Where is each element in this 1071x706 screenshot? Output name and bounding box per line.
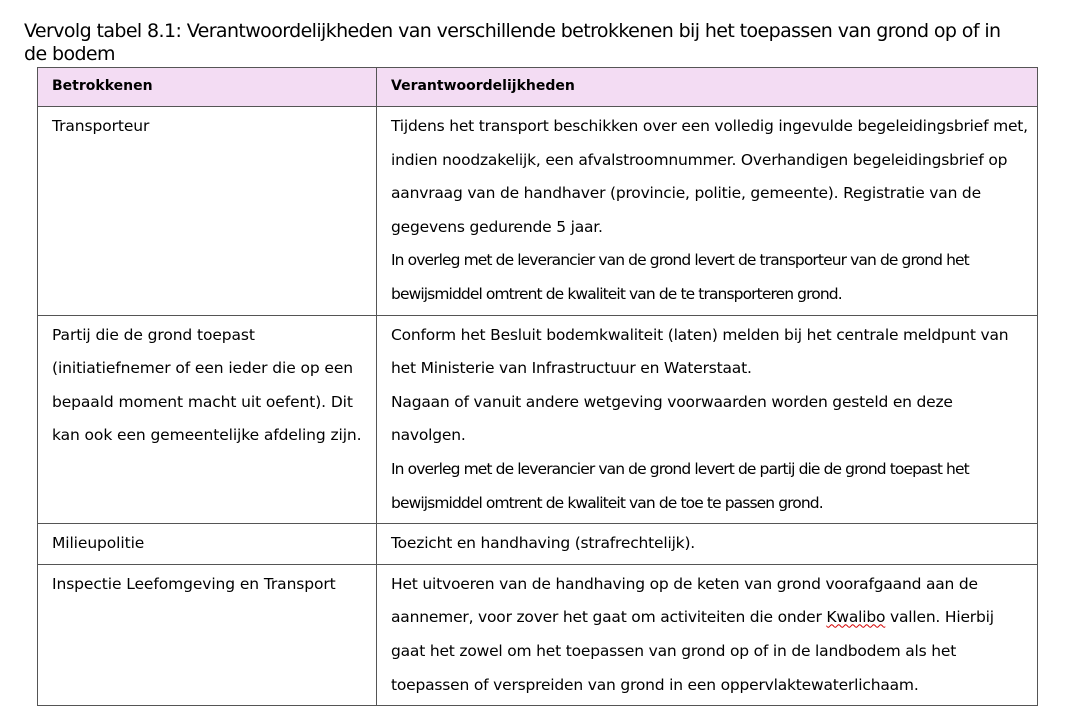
duty-text-before: Het uitvoeren van de handhaving op de keten van grond voorafgaand aan de aannemer, voor zover het gaat om activiteiten die onder (391, 574, 978, 627)
duties-cell (377, 107, 1038, 316)
table-row (38, 107, 1038, 316)
table-row (38, 315, 1038, 524)
column-header-betrokkenen: Betrokkenen (38, 68, 377, 107)
duty-text-after: vallen. Hierbij gaat het zowel om het toepassen van grond op of in de landbodem als het toepassen of verspreiden van grond in een oppervlaktewaterlichaam. (391, 608, 994, 694)
duty-paragraph: In overleg met de leverancier van de grond levert de partij die de grond toepast het bewijsmiddel omtrent de kwaliteit van de toe te passen grond. (391, 459, 969, 512)
duty-paragraph: Toezicht en handhaving (strafrechtelijk). (391, 534, 696, 553)
duty-paragraph: In overleg met de leverancier van de grond levert de transporteur van de grond het bewijsmiddel omtrent de kwaliteit van de te transporteren grond. (391, 251, 969, 303)
actor-cell: Inspectie Leefomgeving en Transport (38, 564, 377, 705)
duties-cell (377, 315, 1038, 524)
actor-cell: Milieupolitie (38, 524, 377, 565)
spellcheck-flagged-word: Kwalibo (826, 608, 886, 627)
column-header-verantwoordelijkheden: Verantwoordelijkheden (377, 68, 1038, 107)
table-caption: Vervolg tabel 8.1: Verantwoordelijkheden van verschillende betrokkenen bij het toepassen van grond op of in de bodem (24, 20, 1001, 65)
duties-cell (377, 524, 1038, 565)
duty-paragraph: Tijdens het transport beschikken over een volledig ingevulde begeleidingsbrief met, indien noodzakelijk, een afvalstroomnummer. Overhandigen begeleidingsbrief op aanvraag van de handhaver (provincie, politie, gemeente). Registratie van de gegevens gedurende 5 jaar. (391, 117, 1028, 236)
table-row (38, 564, 1038, 705)
table-header-row (38, 68, 1038, 107)
responsibilities-table (37, 67, 1038, 706)
duty-paragraph (391, 568, 1029, 702)
duties-cell (377, 564, 1038, 705)
actor-cell: Partij die de grond toepast (initiatiefnemer of een ieder die op een bepaald moment macht uit oefent). Dit kan ook een gemeentelijke afdeling zijn. (38, 315, 377, 524)
duty-paragraph: Nagaan of vanuit andere wetgeving voorwaarden worden gesteld en deze navolgen. (391, 392, 953, 445)
actor-cell: Transporteur (38, 107, 377, 316)
duty-paragraph: Conform het Besluit bodemkwaliteit (laten) melden bij het centrale meldpunt van het Ministerie van Infrastructuur en Waterstaat. (391, 325, 1009, 378)
table-row (38, 524, 1038, 565)
